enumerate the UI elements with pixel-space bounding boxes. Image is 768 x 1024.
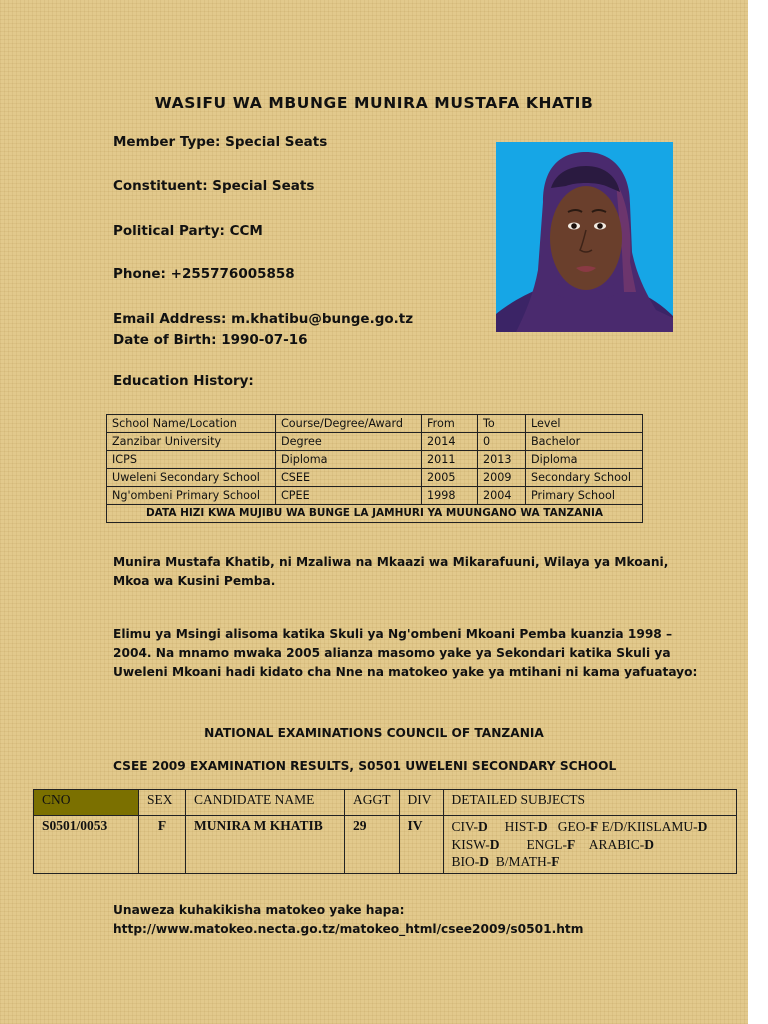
paragraph-line: Elimu ya Msingi alisoma katika Skuli ya Ng'ombeni Mkoani Pemba kuanzia 1998 –	[113, 627, 673, 641]
table-footer-row	[107, 505, 643, 523]
paragraph-line: Uweleni Mkoani hadi kidato cha Nne na matokeo yake ya mtihani ni kama yafuatayo:	[113, 665, 698, 679]
table-cell: CPEE	[276, 487, 422, 505]
subject-line: KISW-D ENGL-F ARABIC-D	[451, 836, 655, 852]
column-header: From	[422, 415, 478, 433]
verify-text: Unaweza kuhakikisha matokeo yake hapa:	[113, 903, 405, 917]
table-cell: Secondary School	[526, 469, 643, 487]
portrait-photo	[496, 142, 673, 332]
table-row	[107, 469, 643, 487]
table-cell: 2004	[478, 487, 526, 505]
table-row	[107, 451, 643, 469]
constituent: Constituent: Special Seats	[113, 178, 315, 194]
table-header-row	[107, 415, 643, 433]
column-header: DIV	[399, 790, 443, 816]
table-cell: Ng'ombeni Primary School	[107, 487, 276, 505]
subject-line: CIV-D HIST-D GEO-F E/D/KIISLAMU-D	[451, 819, 708, 834]
column-header: Level	[526, 415, 643, 433]
table-cell: Bachelor	[526, 433, 643, 451]
page-title: WASIFU WA MBUNGE MUNIRA MUSTAFA KHATIB	[154, 94, 594, 112]
candidate-sex: F	[139, 816, 186, 874]
exam-results-table	[33, 789, 737, 874]
table-cell: ICPS	[107, 451, 276, 469]
table-cell: 0	[478, 433, 526, 451]
exam-council-heading: NATIONAL EXAMINATIONS COUNCIL OF TANZANIA	[204, 726, 544, 740]
table-cell: CSEE	[276, 469, 422, 487]
column-header: SEX	[139, 790, 186, 816]
detailed-subjects	[443, 816, 737, 874]
table-cell: 2011	[422, 451, 478, 469]
column-header: Course/Degree/Award	[276, 415, 422, 433]
candidate-name: MUNIRA M KHATIB	[186, 816, 345, 874]
table-header-row	[34, 790, 737, 816]
table-cell: 2005	[422, 469, 478, 487]
email-address: Email Address: m.khatibu@bunge.go.tz	[113, 311, 414, 327]
paragraph-line: Munira Mustafa Khatib, ni Mzaliwa na Mkaazi wa Mikarafuuni, Wilaya ya Mkoani,	[113, 555, 669, 569]
aggregate-score: 29	[345, 816, 400, 874]
paragraph-line: Mkoa wa Kusini Pemba.	[113, 574, 276, 588]
division: IV	[399, 816, 443, 874]
table-cell: 2014	[422, 433, 478, 451]
paragraph-line: 2004. Na mnamo mwaka 2005 alianza masomo yake ya Sekondari katika Skuli ya	[113, 646, 671, 660]
column-header: To	[478, 415, 526, 433]
table-cell: Diploma	[276, 451, 422, 469]
column-header: CANDIDATE NAME	[186, 790, 345, 816]
table-row	[107, 433, 643, 451]
table-cell: Uweleni Secondary School	[107, 469, 276, 487]
column-header: AGGT	[345, 790, 400, 816]
table-cell: 1998	[422, 487, 478, 505]
table-cell: Degree	[276, 433, 422, 451]
table-cell: Primary School	[526, 487, 643, 505]
education-heading: Education History:	[113, 373, 254, 389]
table-cell: 2013	[478, 451, 526, 469]
exam-results-heading: CSEE 2009 EXAMINATION RESULTS, S0501 UWELENI SECONDARY SCHOOL	[113, 759, 617, 773]
page-edge	[748, 0, 768, 1024]
column-header: DETAILED SUBJECTS	[443, 790, 737, 816]
table-cell: 2009	[478, 469, 526, 487]
table-row	[34, 816, 737, 874]
table-row	[107, 487, 643, 505]
column-header: School Name/Location	[107, 415, 276, 433]
education-table	[106, 414, 643, 523]
table-cell: Zanzibar University	[107, 433, 276, 451]
member-type: Member Type: Special Seats	[113, 134, 328, 150]
political-party: Political Party: CCM	[113, 223, 263, 239]
phone-number: Phone: +255776005858	[113, 266, 295, 282]
candidate-number: S0501/0053	[34, 816, 139, 874]
table-cell: Diploma	[526, 451, 643, 469]
subject-line: BIO-D B/MATH-F	[451, 854, 560, 869]
date-of-birth: Date of Birth: 1990-07-16	[113, 332, 308, 348]
results-link[interactable]: http://www.matokeo.necta.go.tz/matokeo_html/csee2009/s0501.htm	[113, 922, 584, 936]
table-footer-note: DATA HIZI KWA MUJIBU WA BUNGE LA JAMHURI YA MUUNGANO WA TANZANIA	[107, 505, 643, 523]
column-header: CNO	[34, 790, 139, 816]
